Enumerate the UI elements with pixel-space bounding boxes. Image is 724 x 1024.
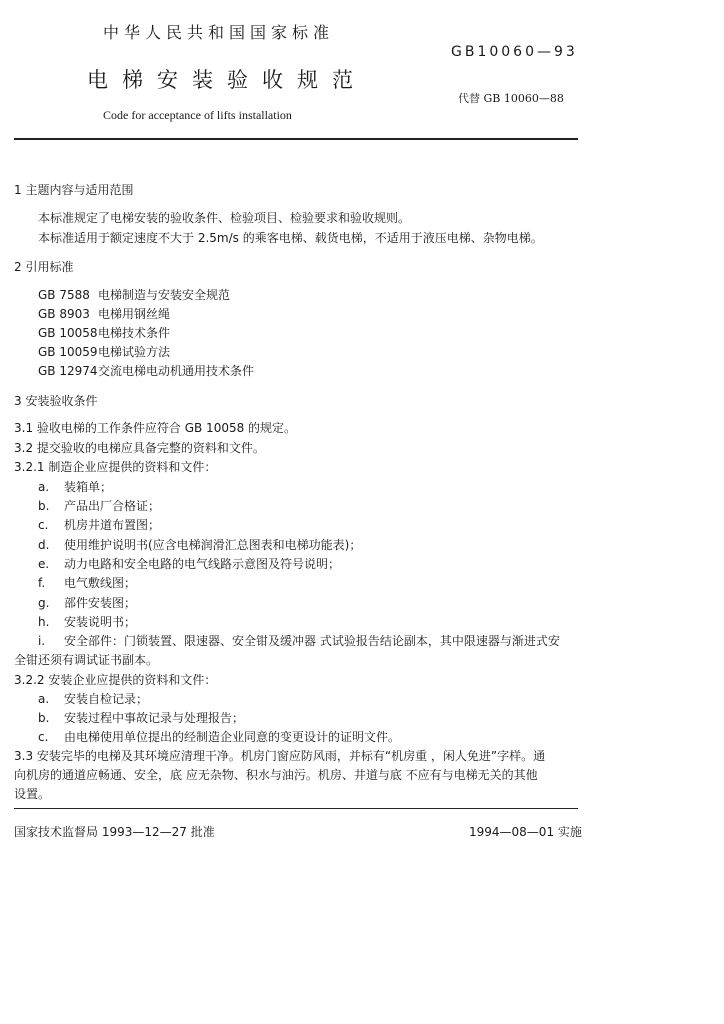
replaces-note: 代替 GB 10060—88: [458, 92, 564, 105]
section-1-heading: 1 主题内容与适用范围: [14, 183, 134, 197]
list-item: [38, 690, 148, 709]
document-title-en: Code for acceptance of lifts installation: [103, 108, 292, 122]
reference-item: [38, 286, 230, 305]
list-item: [38, 516, 160, 535]
reference-code: GB 8903: [38, 307, 90, 321]
clause-3-1: 3.1 验收电梯的工作条件应符合 GB 10058 的规定。: [14, 421, 297, 435]
item-key: a.: [38, 692, 50, 706]
list-item: [38, 536, 361, 555]
clause-3-3-line-3: 设置。: [14, 787, 51, 801]
section-1-para-2: 本标准适用于额定速度不大于 2.5m/s 的乘客电梯、载货电梯，不适用于液压电梯、杂物电梯。: [38, 231, 543, 245]
item-key: b.: [38, 499, 50, 513]
reference-title: 电梯技术条件: [98, 326, 171, 340]
item-text: 由电梯使用单位提出的经制造企业同意的变更设计的证明文件。: [64, 730, 401, 744]
reference-code: GB 10058: [38, 326, 98, 340]
national-standard-label: 中华人民共和国国家标准: [103, 23, 335, 42]
reference-title: 电梯试验方法: [98, 345, 171, 359]
effective-date: 1994—08—01 实施: [469, 825, 582, 839]
item-key: h.: [38, 615, 50, 629]
item-key: b.: [38, 711, 50, 725]
item-text: 安装过程中事故记录与处理报告；: [64, 711, 245, 725]
item-text: 安全部件：门锁装置、限速器、安全钳及缓冲器 式试验报告结论副本，其中限速器与渐进式安: [64, 634, 560, 648]
item-text: 电气敷线图；: [64, 576, 137, 590]
list-item: [38, 594, 136, 613]
clause-3-2: 3.2 提交验收的电梯应具备完整的资料和文件。: [14, 441, 265, 455]
standard-code: GB10060—93: [451, 44, 578, 60]
section-1-para-1: 本标准规定了电梯安装的验收条件、检验项目、检验要求和验收规则。: [38, 211, 411, 225]
section-3-heading: 3 安装验收条件: [14, 394, 98, 408]
document-title-cn: 电梯安装验收规范: [87, 68, 367, 92]
item-text: 安装自检记录；: [64, 692, 149, 706]
clause-3-3-line-2: 向机房的通道应畅通、安全，底 应无杂物、积水与油污。机房、井道与底 不应有与电梯无关的其他: [14, 768, 538, 782]
list-item: [38, 613, 136, 632]
clause-3-3-line-1: 3.3 安装完毕的电梯及其环境应清理干净。机房门窗应防风雨，并标有“机房重 ，闲人免进”字样。通: [14, 749, 546, 763]
item-key: d.: [38, 538, 50, 552]
list-item: [38, 497, 160, 516]
list-item: [38, 728, 400, 747]
reference-code: GB 7588: [38, 288, 90, 302]
list-item: [38, 709, 244, 728]
list-item-continuation: 全钳还须有调试证书副本。: [14, 653, 159, 667]
reference-code: GB 12974: [38, 364, 98, 378]
reference-item: [38, 362, 254, 381]
list-item: [38, 632, 560, 651]
item-text: 装箱单；: [64, 480, 113, 494]
list-item: [38, 478, 112, 497]
item-key: i.: [38, 634, 46, 648]
header-divider: [14, 138, 578, 140]
approval-date: 国家技术监督局 1993—12—27 批准: [14, 825, 215, 839]
reference-item: [38, 305, 170, 324]
item-text: 产品出厂合格证；: [64, 499, 161, 513]
item-key: f.: [38, 576, 46, 590]
item-text: 部件安装图；: [64, 596, 137, 610]
list-item: [38, 574, 136, 593]
reference-item: [38, 343, 170, 362]
item-key: a.: [38, 480, 50, 494]
item-key: c.: [38, 518, 49, 532]
section-2-heading: 2 引用标准: [14, 260, 74, 274]
reference-title: 电梯用钢丝绳: [98, 307, 171, 321]
item-text: 动力电路和安全电路的电气线路示意图及符号说明；: [64, 557, 341, 571]
footer-divider: [14, 808, 578, 809]
item-text: 使用维护说明书(应含电梯润滑汇总图表和电梯功能表)；: [64, 538, 362, 552]
clause-3-2-1: 3.2.1 制造企业应提供的资料和文件：: [14, 460, 217, 474]
item-text: 安装说明书；: [64, 615, 137, 629]
item-text: 机房井道布置图；: [64, 518, 161, 532]
reference-code: GB 10059: [38, 345, 98, 359]
reference-item: [38, 324, 170, 343]
list-item: [38, 555, 340, 574]
reference-title: 电梯制造与安装安全规范: [98, 288, 231, 302]
reference-title: 交流电梯电动机通用技术条件: [98, 364, 255, 378]
item-key: c.: [38, 730, 49, 744]
item-key: g.: [38, 596, 50, 610]
item-key: e.: [38, 557, 50, 571]
clause-3-2-2: 3.2.2 安装企业应提供的资料和文件：: [14, 673, 217, 687]
